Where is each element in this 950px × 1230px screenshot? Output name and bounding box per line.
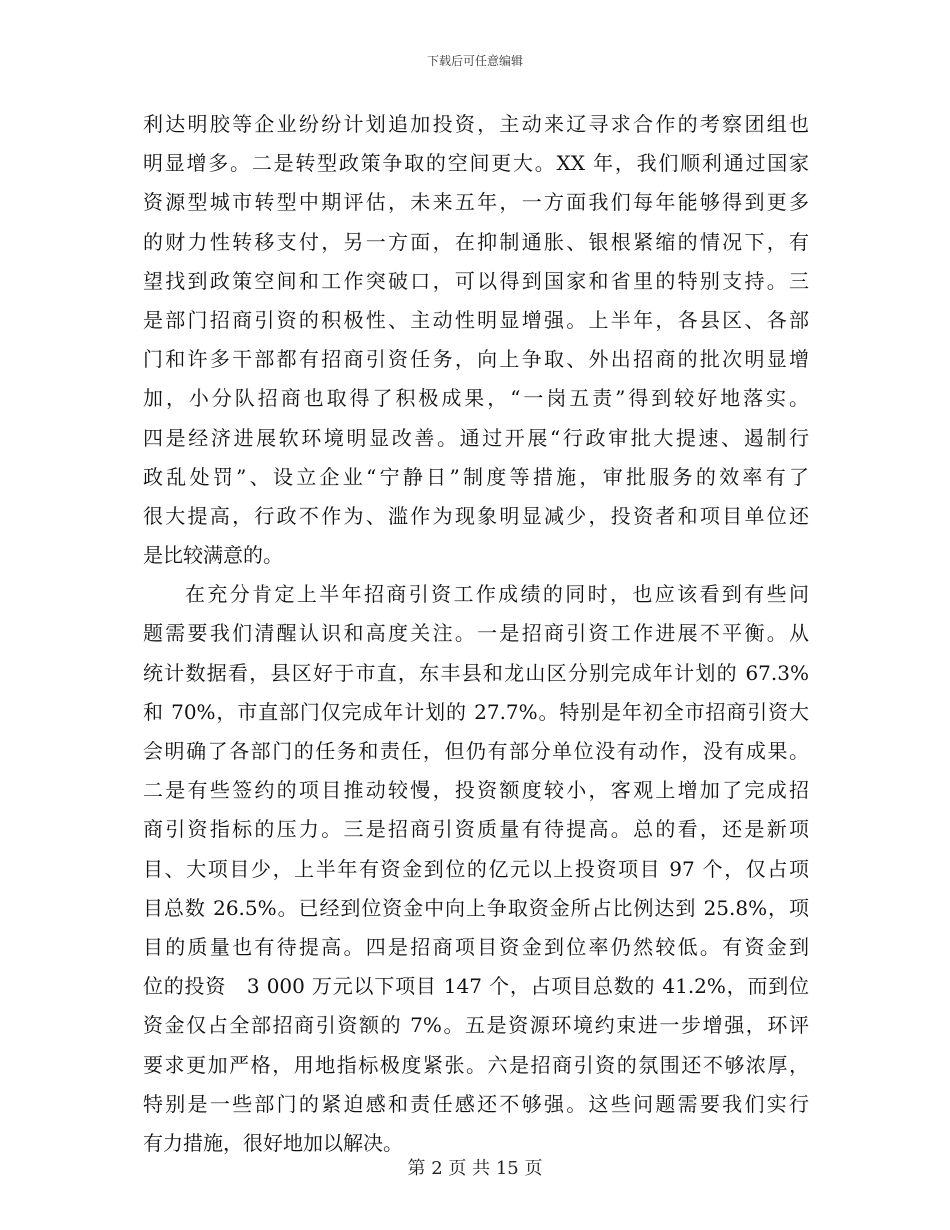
document-body [143,105,809,1163]
page-header: 下载后可任意编辑 [426,54,523,68]
text-line: 四是经济进展软环境明显改善。通过开展“行政审批大提速、遏制行 [143,425,809,450]
text-line: 会明确了各部门的任务和责任，但仍有部分单位没有动作，没有成果。 [143,739,809,763]
text-line: 要求更加严格，用地指标极度紧张。六是招商引资的氛围还不够浓厚， [143,1052,809,1077]
text-line: 目总数 26.5%。已经到位资金中向上争取资金所占比例达到 25.8%，项 [143,895,809,920]
text-line: 二是有些签约的项目推动较慢，投资额度较小，客观上增加了完成招 [143,778,809,803]
text-line: 是比较满意的。 [143,543,283,568]
text-line: 目的质量也有待提高。四是招商项目资金到位率仍然较低。有资金到 [143,934,809,959]
text-line: 和 70%，市直部门仅完成年计划的 27.7%。特别是年初全市招商引资大 [143,699,809,724]
text-line: 政乱处罚”、设立企业“宁静日”制度等措施，审批服务的效率有了 [143,464,809,489]
text-line: 门和许多干部都有招商引资任务，向上争取、外出招商的批次明显增 [143,347,809,372]
text-line: 明显增多。二是转型政策争取的空间更大。XX 年，我们顺利通过国家 [143,151,809,176]
text-line: 的财力性转移支付，另一方面，在抑制通胀、银根紧缩的情况下，有 [143,229,809,254]
text-line: 在充分肯定上半年招商引资工作成绩的同时，也应该看到有些问 [185,582,809,607]
text-line: 商引资指标的压力。三是招商引资质量有待提高。总的看，还是新项 [143,817,809,842]
text-line: 有力措施，很好地加以解决。 [143,1130,403,1155]
text-line: 资源型城市转型中期评估，未来五年，一方面我们每年能够得到更多 [143,190,809,215]
text-line: 加，小分队招商也取得了积极成果，“一岗五责”得到较好地落实。 [143,386,809,411]
paragraph-1 [143,105,809,575]
text-line: 统计数据看，县区好于市直，东丰县和龙山区分别完成年计划的 67.3% [143,660,809,685]
text-line: 位的投资 3 000 万元以下项目 147 个，占项目总数的 41.2%，而到位 [143,974,809,999]
text-line: 目、大项目少，上半年有资金到位的亿元以上投资项目 97 个，仅占项 [143,856,809,881]
text-line: 题需要我们清醒认识和高度关注。一是招商引资工作进展不平衡。从 [143,621,809,646]
text-line: 很大提高，行政不作为、滥作为现象明显减少，投资者和项目单位还 [143,503,809,528]
text-line: 利达明胶等企业纷纷计划追加投资，主动来辽寻求合作的考察团组也 [143,112,809,136]
paragraph-2 [143,575,809,1163]
text-line: 是部门招商引资的积极性、主动性明显增强。上半年，各县区、各部 [143,307,809,332]
page-number-footer: 第 2 页 共 15 页 [407,1158,543,1179]
text-line: 资金仅占全部招商引资额的 7%。五是资源环境约束进一步增强，环评 [143,1013,809,1038]
text-line: 特别是一些部门的紧迫感和责任感还不够强。这些问题需要我们实行 [143,1091,809,1116]
text-line: 望找到政策空间和工作突破口，可以得到国家和省里的特别支持。三 [143,268,809,293]
